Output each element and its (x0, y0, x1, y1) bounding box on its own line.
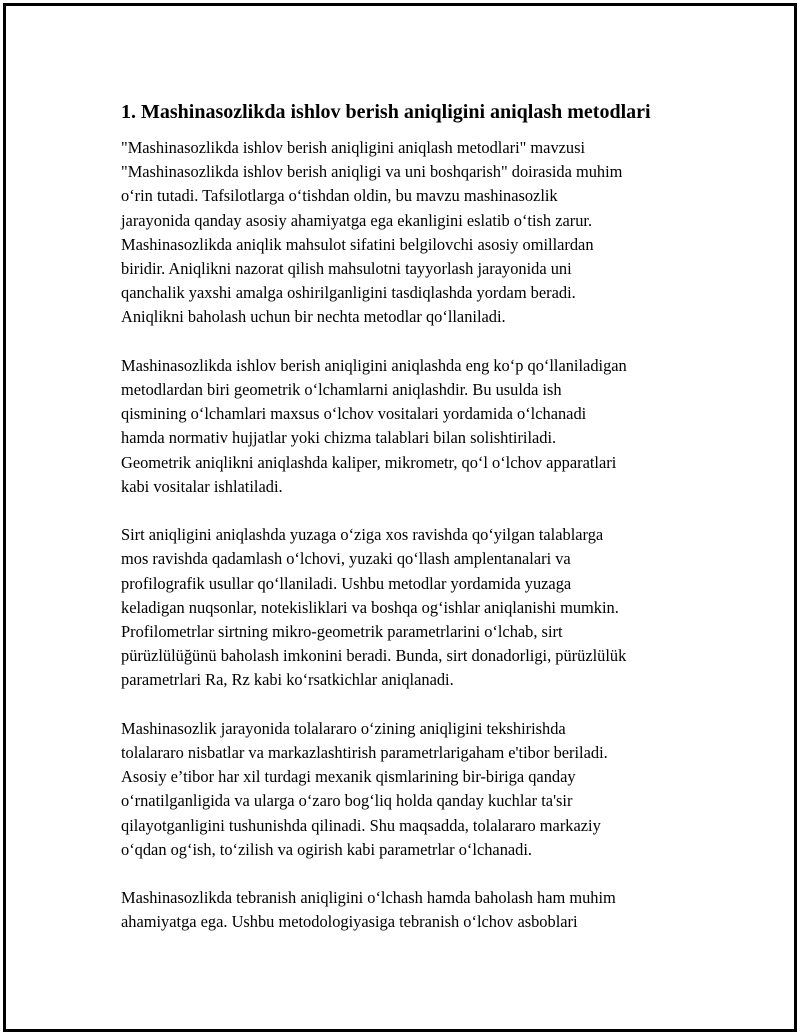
paragraph-4 (121, 717, 696, 862)
text-line: jarayonida qanday asosiy ahamiyatga ega ekanligini eslatib o‘tish zarur. (121, 210, 593, 230)
text-line: mos ravishda qadamlash o‘lchovi, yuzaki qo‘llash amplentanalari va (121, 549, 571, 569)
page-frame (3, 3, 797, 1032)
document-body (121, 98, 696, 959)
text-line: "Mashinasozlikda ishlov berish aniqligini aniqlash metodlari" mavzusi (121, 138, 586, 157)
text-line: ahamiyatga ega. Ushbu metodologiyasiga tebranish o‘lchov asboblari (121, 912, 578, 932)
text-line: Asosiy e’tibor har xil turdagi mexanik qismlarining bir-biriga qanday (121, 767, 576, 787)
text-line: o‘rnatilganligida va ularga o‘zaro bog‘liq holda qanday kuchlar ta'sir (121, 791, 573, 811)
text-line: hamda normativ hujjatlar yoki chizma talablari bilan solishtiriladi. (121, 428, 557, 448)
paragraph-1 (121, 136, 696, 330)
paragraph-2 (121, 354, 696, 499)
text-line: Aniqlikni baholash uchun bir nechta metodlar qo‘llaniladi. (121, 307, 506, 327)
text-line: "Mashinasozlikda ishlov berish aniqligi va uni boshqarish" doirasida muhim (121, 162, 623, 182)
text-line: kabi vositalar ishlatiladi. (121, 476, 283, 496)
text-line: profilografik usullar qo‘llaniladi. Ushbu metodlar yordamida yuzaga (121, 573, 572, 593)
paragraph-3 (121, 523, 696, 692)
text-line: qismining o‘lchamlari maxsus o‘lchov vositalari yordamida o‘lchanadi (121, 404, 587, 424)
text-line: Mashinasozlikda ishlov berish aniqligini aniqlashda eng ko‘p qo‘llaniladigan (121, 355, 627, 375)
text-line: tolalararo nisbatlar va markazlashtirish parametrlarigaham e'tibor beriladi. (121, 743, 608, 763)
text-line: metodlardan biri geometrik o‘lchamlarni aniqlashdir. Bu usulda ish (121, 380, 562, 400)
text-line: qilayotganligini tushunishda qilinadi. Shu maqsadda, tolalararo markaziy (121, 815, 601, 835)
section-heading: 1. Mashinasozlikda ishlov berish aniqligini aniqlash metodlari (121, 101, 651, 123)
text-line: Profilometrlar sirtning mikro-geometrik parametrlarini o‘lchab, sirt (121, 622, 563, 642)
text-line: biridir. Aniqlikni nazorat qilish mahsulotni tayyorlash jarayonida uni (121, 259, 572, 279)
text-line: parametrlari Ra, Rz kabi ko‘rsatkichlar aniqlanadi. (121, 670, 454, 690)
text-line: o‘rin tutadi. Tafsilotlarga o‘tishdan oldin, bu mavzu mashinasozlik (121, 186, 558, 206)
text-line: Mashinasozlikda aniqlik mahsulot sifatini belgilovchi asosiy omillardan (121, 234, 594, 254)
text-line: Sirt aniqligini aniqlashda yuzaga o‘ziga xos ravishda qo‘yilgan talablarga (121, 525, 604, 545)
text-line: Mashinasozlikda tebranish aniqligini o‘lchash hamda baholash ham muhim (121, 888, 616, 908)
text-line: qanchalik yaxshi amalga oshirilganligini tasdiqlashda yordam beradi. (121, 283, 576, 303)
text-line: o‘qdan og‘ish, to‘zilish va ogirish kabi parametrlar o‘lchanadi. (121, 839, 533, 859)
text-line: keladigan nuqsonlar, notekisliklari va boshqa og‘ishlar aniqlanishi mumkin. (121, 597, 619, 617)
text-line: pürüzlülüğünü baholash imkonini beradi. Bunda, sirt donadorligi, pürüzlülük (121, 646, 627, 666)
paragraph-5 (121, 886, 696, 934)
text-line: Mashinasozlik jarayonida tolalararo o‘zining aniqligini tekshirishda (121, 718, 566, 738)
text-line: Geometrik aniqlikni aniqlashda kaliper, mikrometr, qo‘l o‘lchov apparatlari (121, 452, 617, 472)
